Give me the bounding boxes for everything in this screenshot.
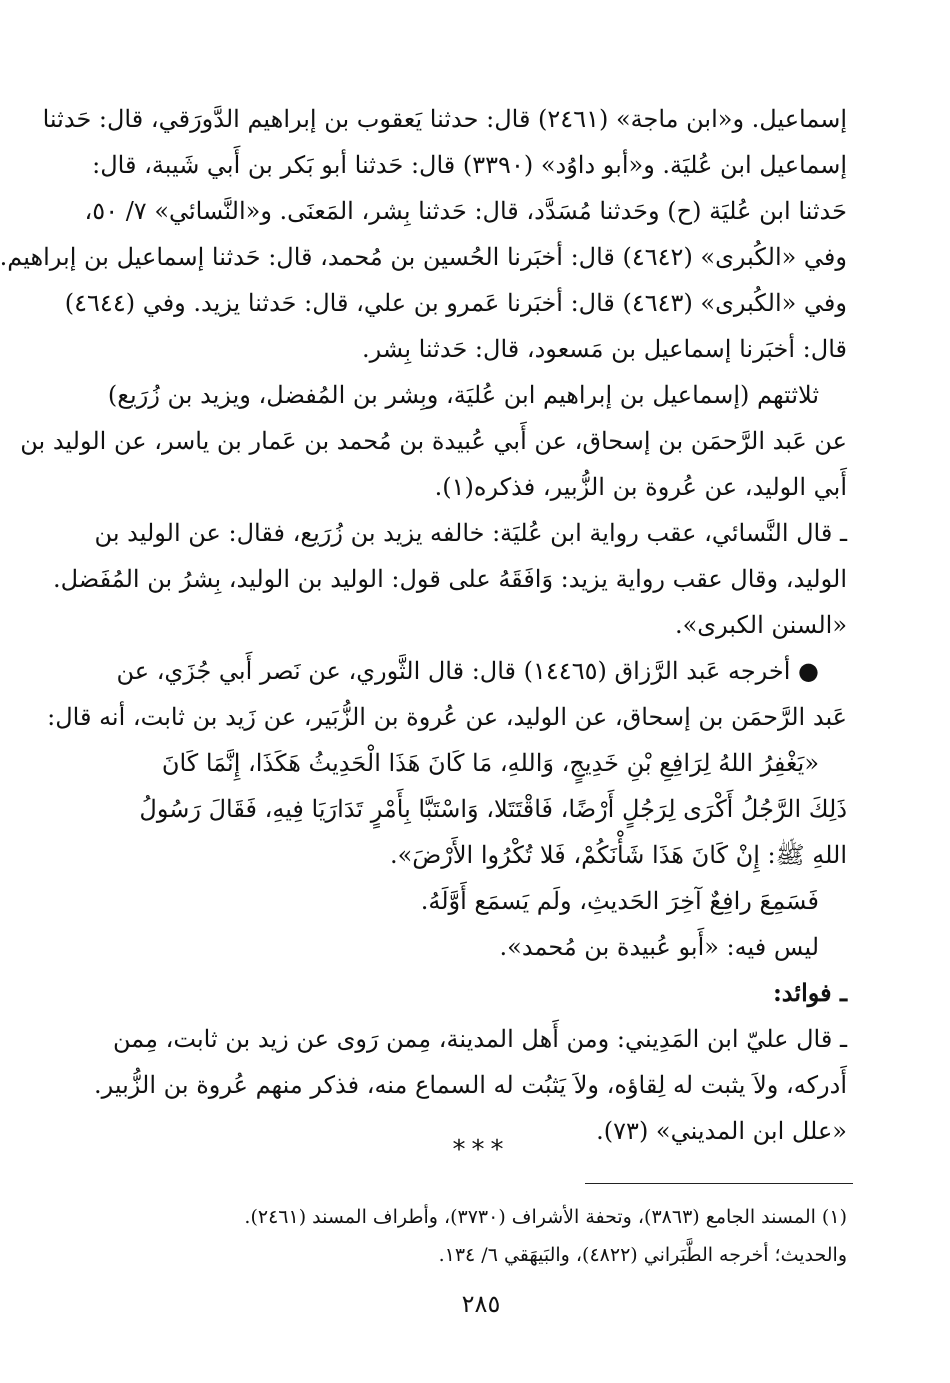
text-line: الوليد، وقال عقب رواية يزيد: وَافَقَهُ على قول: الوليد بن الوليد، بِشرُ بن المُفَضل. [52,565,847,593]
text-line: «علل ابن المديني» (٧٣). [596,1117,847,1145]
text-line: أَدركه، ولاَ يثبت له لِقاؤه، ولاَ يَثبُت له السماع منه، فذكر منهم عُروة بن الزُّبير. [93,1071,847,1099]
footnotes [132,1198,847,1274]
text-line: عَبد الرَّحمَن بن إسحاق، عن الوليد، عن عُروة بن الزُّبَير، عن زَيد بن ثابت، أنه قال: [47,703,847,731]
text-line: ـ قال النَّسائي، عقب رواية ابن عُليَة: خالفه يزيد بن زُرَيع، فقال: عن الوليد بن [94,519,847,547]
text-line: ● أخرجه عَبد الرَّزاق (١٤٤٦٥) قال: قال الثَّوري، عن نَصر أَبي جُزَي، عن [116,657,819,685]
text-line: ـ قال عليّ ابن المَدِيني: ومن أَهل المدينة، مِمن رَوى عن زيد بن ثابت، مِمن [113,1025,847,1053]
text-line: فَسَمِعَ رافِعٌ آخِرَ الحَديثِ، ولَم يَسمَع أَوَّلَهُ. [420,887,819,915]
text-line: أَبي الوليد، عن عُروة بن الزُّبير، فذكره(١). [434,473,847,501]
text-line: «السنن الكبرى». [674,611,847,639]
hadith-text-line: اللهِ ﷺ: إِنْ كَانَ هَذَا شَأْنَكُمْ، فَلا تُكْرُوا الأَرْضَ». [389,841,847,869]
hadith-text-line: «يَغْفِرُ اللهُ لِرَافِعِ بْنِ خَدِيجٍ، وَاللهِ، مَا كَانَ هَذَا الْحَدِيثُ هَكَذَا، إِنَّمَا كَانَ [161,749,819,777]
text-line: ليس فيه: «أَبو عُبيدة بن مُحمد». [499,933,819,961]
section-separator-stars: *** [452,1135,510,1165]
main-text [0,96,847,1154]
text-line: وفي «الكُبرى» (٤٦٤٣) قال: أخبَرنا عَمرو بن علي، قال: حَدثنا يزيد. وفي (٤٦٤٤) [64,289,847,317]
text-line: قال: أخبَرنا إسماعيل بن مَسعود، قال: حَدثنا بِشر. [362,335,847,363]
footnote-line: والحديث؛ أخرجه الطَّبَراني (٤٨٢٢)، والبَيهَقي ٦/ ١٣٤. [438,1244,847,1266]
footnote-line: (١) المسند الجامع (٣٨٦٣)، وتحفة الأشراف (٣٧٣٠)، وأطراف المسند (٢٤٦١). [244,1206,847,1228]
text-line: ثلاثتهم (إسماعيل بن إبراهيم ابن عُليَة، وبِشر بن المُفضل، ويزيد بن زُرَيع) [107,381,819,409]
text-line: حَدثنا ابن عُليَة (ح) وحَدثنا مُسَدَّد، قال: حَدثنا بِشر، المَعنَى. و«النَّسائي» ٧/ ٥٠، [84,197,847,225]
footnote-divider [585,1183,853,1184]
text-line: عن عَبد الرَّحمَن بن إسحاق، عن أَبي عُبيدة بن مُحمد بن عَمار بن ياسر، عن الوليد بن [20,427,847,455]
text-line: إسماعيل ابن عُليَة. و«أبو داوُد» (٣٣٩٠) قال: حَدثنا أبو بَكر بن أَبي شَيبة، قال: [92,151,847,179]
text-line: وفي «الكُبرى» (٤٦٤٢) قال: أخبَرنا الحُسين بن مُحمد، قال: حَدثنا إسماعيل بن إبراهيم. [0,243,847,271]
text-line: إسماعيل. و«ابن ماجة» (٢٤٦١) قال: حدثنا يَعقوب بن إبراهيم الدَّورَقي، قال: حَدثنا [42,105,847,133]
page-number: ٢٨٥ [461,1290,501,1318]
section-heading: ـ فوائد: [772,978,847,1007]
hadith-text-line: ذَلِكَ الرَّجُلُ أَكْرَى لِرَجُلٍ أَرْضًا، فَاقْتَتَلا، وَاسْتَبَّا بِأَمْرٍ تَدَارَيَا فِيهِ، فَقَالَ رَسُولُ [139,795,847,823]
